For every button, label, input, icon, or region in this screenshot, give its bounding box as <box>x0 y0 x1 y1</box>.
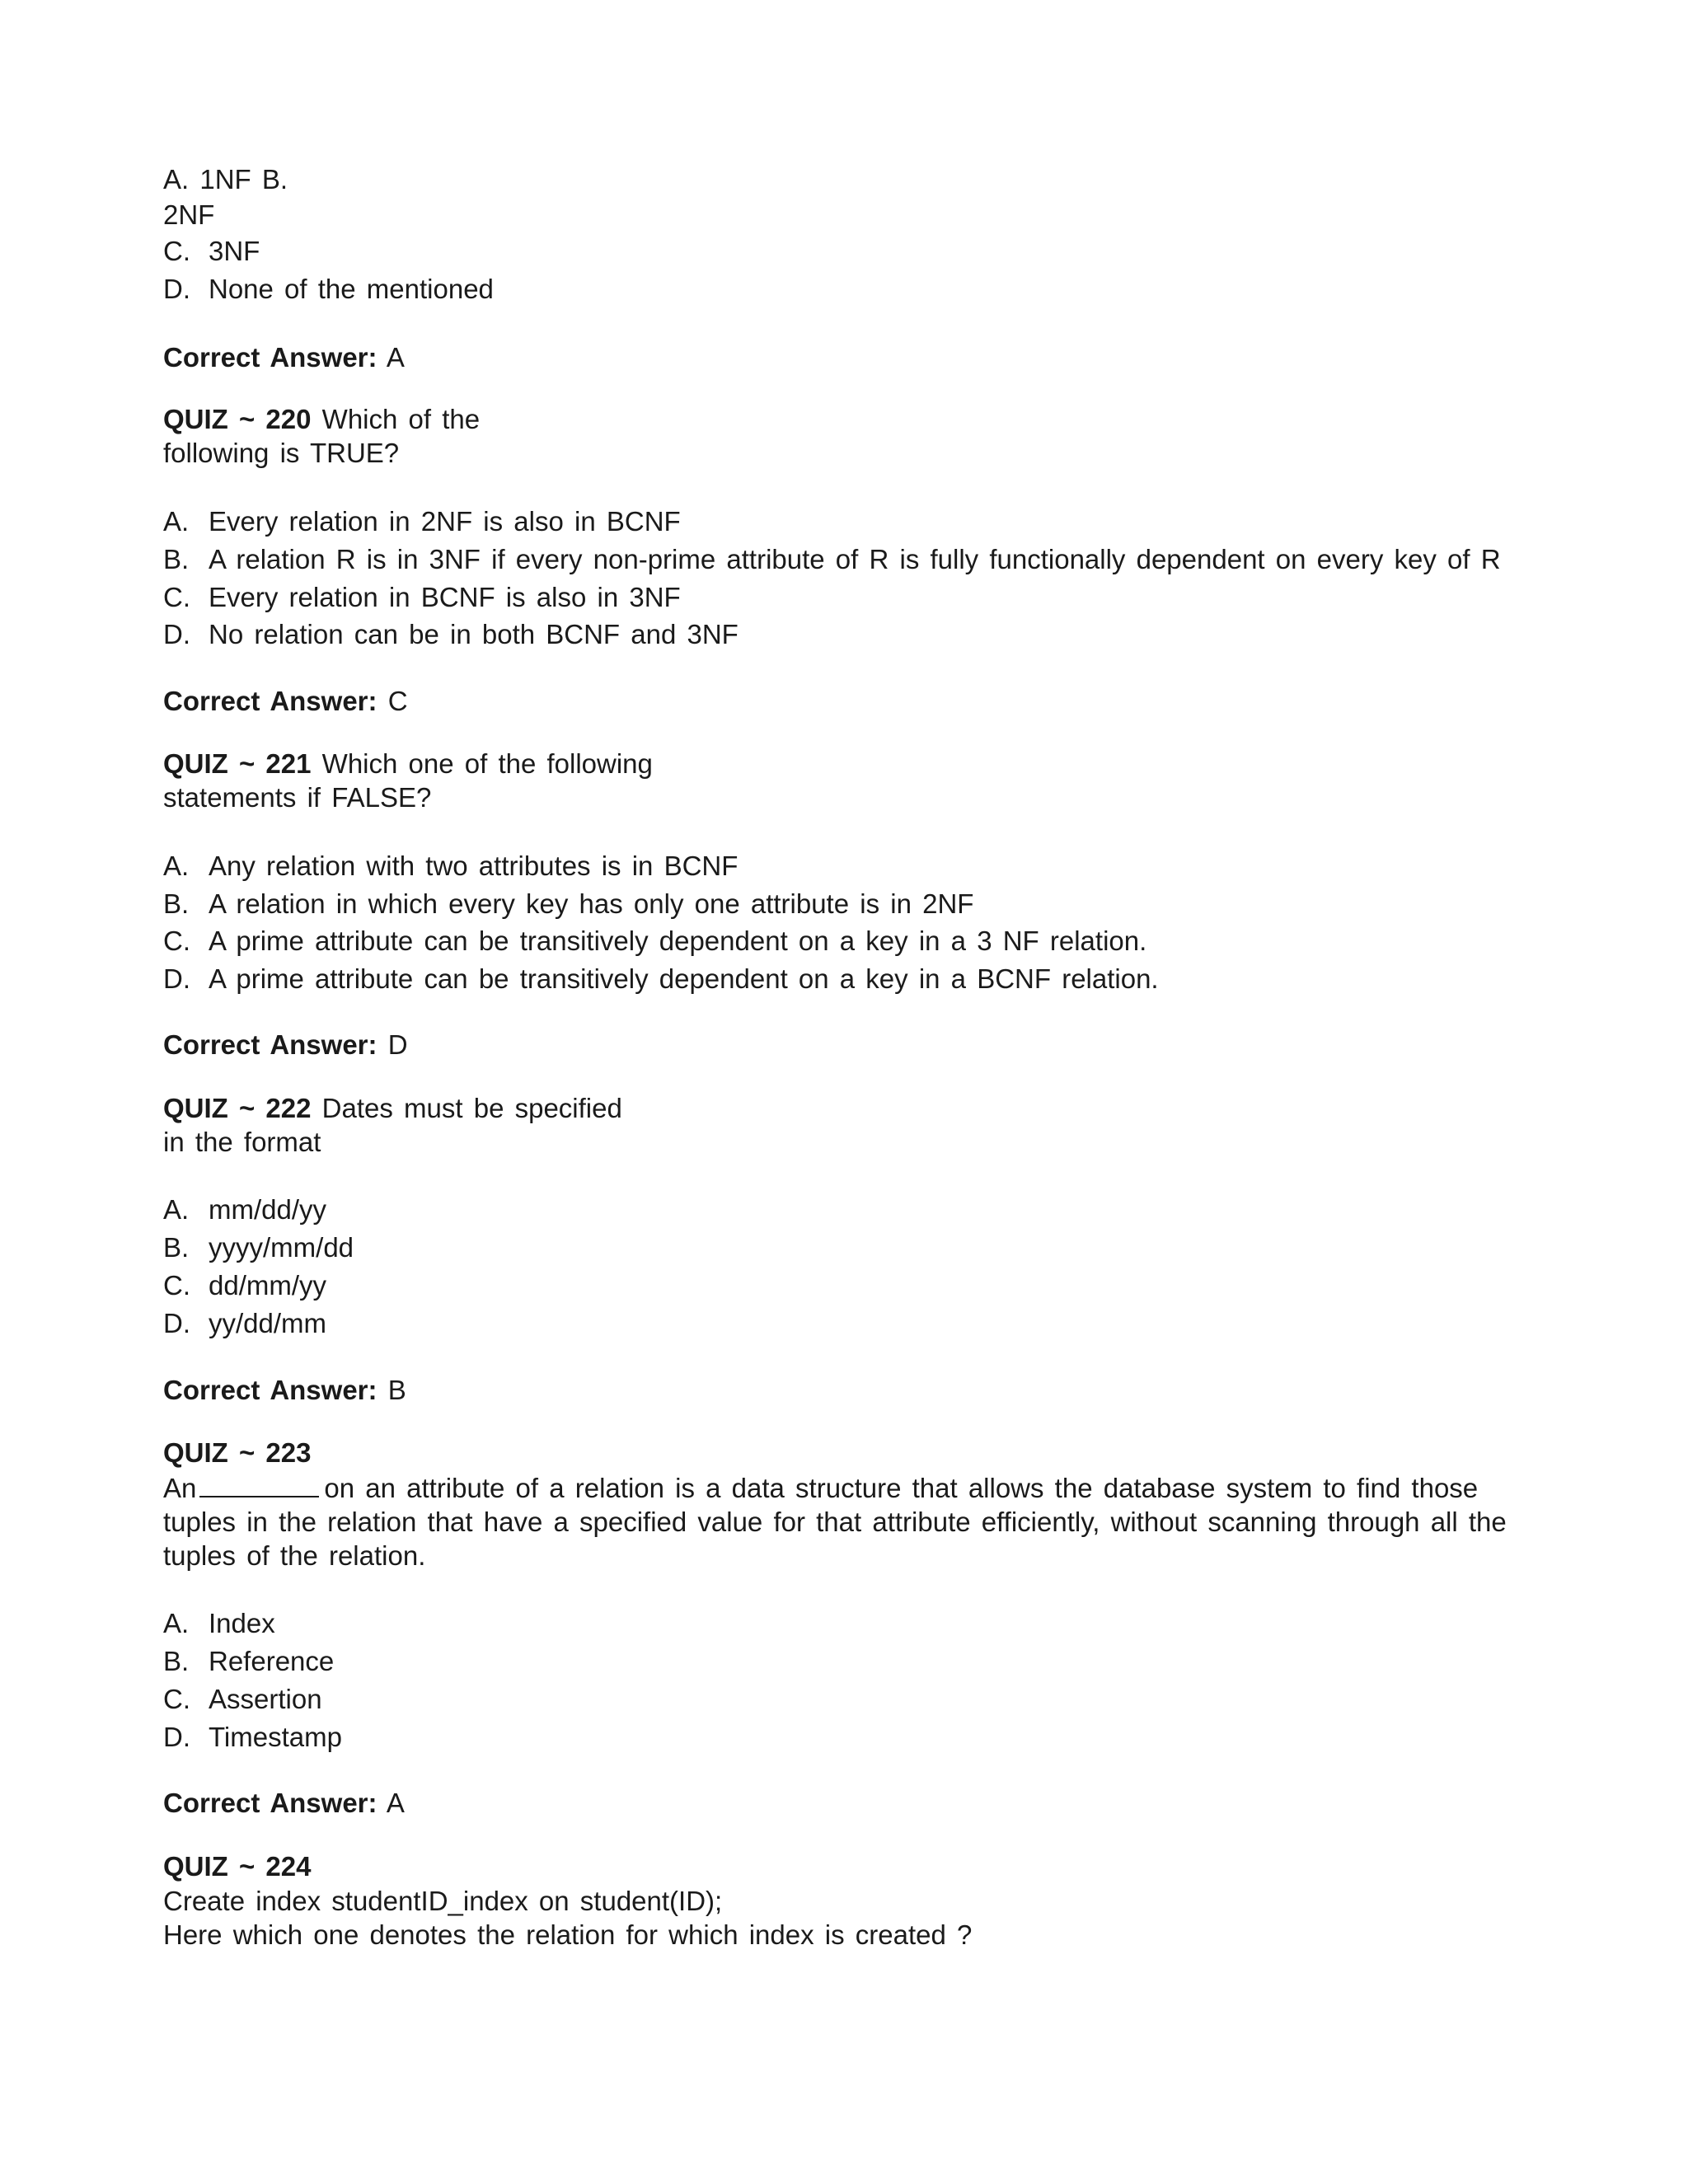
q222-heading <box>163 1092 622 1125</box>
q220-correct-answer <box>163 685 408 718</box>
option-letter: B. <box>163 1232 190 1263</box>
q220-question-line2: following is TRUE? <box>163 438 400 468</box>
option-text: mm/dd/yy <box>209 1194 327 1225</box>
q223-option-d <box>163 1721 342 1754</box>
q221-option-a <box>163 850 738 883</box>
option-text: A prime attribute can be transitively dependent on a key in a 3 NF relation. <box>209 926 1147 956</box>
question-text: Which of the <box>321 404 481 434</box>
q224-heading <box>163 1850 312 1883</box>
option-text: Assertion <box>209 1684 322 1714</box>
option-text: yyyy/mm/dd <box>209 1232 354 1263</box>
q219-option-a-b-line: A. 1NF B. <box>163 164 288 194</box>
q221-correct-answer <box>163 1029 408 1062</box>
option-letter: D. <box>163 274 190 304</box>
option-text: No relation can be in both BCNF and 3NF <box>209 619 738 649</box>
option-text: Index <box>209 1608 275 1638</box>
answer-value: C <box>387 686 408 716</box>
option-letter: A. <box>163 506 190 537</box>
option-text: 3NF <box>209 236 260 266</box>
q220-heading <box>163 403 480 436</box>
q222-option-d <box>163 1307 326 1340</box>
answer-label: Correct Answer: <box>163 1029 377 1060</box>
option-text: Every relation in 2NF is also in BCNF <box>209 506 681 537</box>
option-text: A prime attribute can be transitively dependent on a key in a BCNF relation. <box>209 963 1159 994</box>
q222-question-line2: in the format <box>163 1127 321 1157</box>
option-letter: D. <box>163 1308 190 1338</box>
q223-correct-answer <box>163 1787 405 1820</box>
option-text: Any relation with two attributes is in BCNF <box>209 851 738 881</box>
q219-option-b-text: 2NF <box>163 199 215 230</box>
option-letter: D. <box>163 963 190 994</box>
quiz-label: QUIZ ~ 221 <box>163 748 312 779</box>
q220-option-c <box>163 581 681 614</box>
q223-option-b <box>163 1645 334 1678</box>
q221-option-d <box>163 963 1159 996</box>
q221-option-c <box>163 925 1146 958</box>
quiz-label: QUIZ ~ 220 <box>163 404 312 434</box>
option-text: Timestamp <box>209 1722 342 1752</box>
option-letter: C. <box>163 926 190 956</box>
q222-option-c <box>163 1269 326 1302</box>
question-text-start: An <box>163 1473 197 1503</box>
option-text: yy/dd/mm <box>209 1308 327 1338</box>
q219-option-d <box>163 273 494 306</box>
answer-label: Correct Answer: <box>163 1375 377 1405</box>
quiz-label: QUIZ ~ 224 <box>163 1851 312 1882</box>
q221-heading <box>163 748 653 780</box>
option-letter: B. <box>163 888 190 919</box>
q220-option-d <box>163 618 738 651</box>
option-letter: A. <box>163 1194 190 1225</box>
answer-label: Correct Answer: <box>163 1788 377 1818</box>
option-text: A relation R is in 3NF if every non-prime attribute of R is fully functionally dependent on every key of R <box>209 544 1501 574</box>
option-letter: D. <box>163 1722 190 1752</box>
answer-value: D <box>387 1029 408 1060</box>
option-text: Every relation in BCNF is also in 3NF <box>209 582 681 612</box>
q219-option-c <box>163 235 260 268</box>
q223-question-line3: tuples of the relation. <box>163 1540 426 1571</box>
q222-option-a <box>163 1193 326 1226</box>
answer-label: Correct Answer: <box>163 686 377 716</box>
q221-option-b <box>163 888 973 921</box>
q223-option-c <box>163 1683 322 1716</box>
option-text: A relation in which every key has only one attribute is in 2NF <box>209 888 974 919</box>
option-letter: B. <box>163 544 190 574</box>
answer-value: A <box>386 342 405 373</box>
quiz-label: QUIZ ~ 223 <box>163 1437 312 1468</box>
option-text: None of the mentioned <box>209 274 494 304</box>
q221-question-line2: statements if FALSE? <box>163 782 432 813</box>
option-letter: D. <box>163 619 190 649</box>
option-letter: A. <box>163 851 190 881</box>
q220-option-b <box>163 543 1501 576</box>
option-letter: A. <box>163 1608 190 1638</box>
q224-question-line1: Create index studentID_index on student(ID); <box>163 1886 723 1916</box>
q223-question-line2: tuples in the relation that have a specified value for that attribute efficiently, without scanning through all the <box>163 1507 1507 1537</box>
option-text: Reference <box>209 1646 335 1676</box>
q222-correct-answer <box>163 1374 406 1407</box>
q223-option-a <box>163 1607 275 1640</box>
option-letter: C. <box>163 1684 190 1714</box>
option-text: dd/mm/yy <box>209 1270 327 1301</box>
fill-in-blank <box>199 1474 319 1497</box>
q224-question-line2: Here which one denotes the relation for which index is created ? <box>163 1919 973 1950</box>
q222-option-b <box>163 1231 354 1264</box>
option-letter: C. <box>163 1270 190 1301</box>
answer-value: A <box>386 1788 405 1818</box>
option-letter: B. <box>163 1646 190 1676</box>
q220-option-a <box>163 505 681 538</box>
question-text: Which one of the following <box>321 748 653 779</box>
q223-question-line1 <box>163 1472 1478 1505</box>
q223-heading <box>163 1436 312 1469</box>
question-text: Dates must be specified <box>321 1093 622 1123</box>
answer-value: B <box>387 1375 406 1405</box>
option-letter: C. <box>163 236 190 266</box>
quiz-label: QUIZ ~ 222 <box>163 1093 312 1123</box>
q219-correct-answer <box>163 341 405 374</box>
option-letter: C. <box>163 582 190 612</box>
answer-label: Correct Answer: <box>163 342 377 373</box>
question-text-end: on an attribute of a relation is a data structure that allows the database system to find those <box>324 1473 1479 1503</box>
